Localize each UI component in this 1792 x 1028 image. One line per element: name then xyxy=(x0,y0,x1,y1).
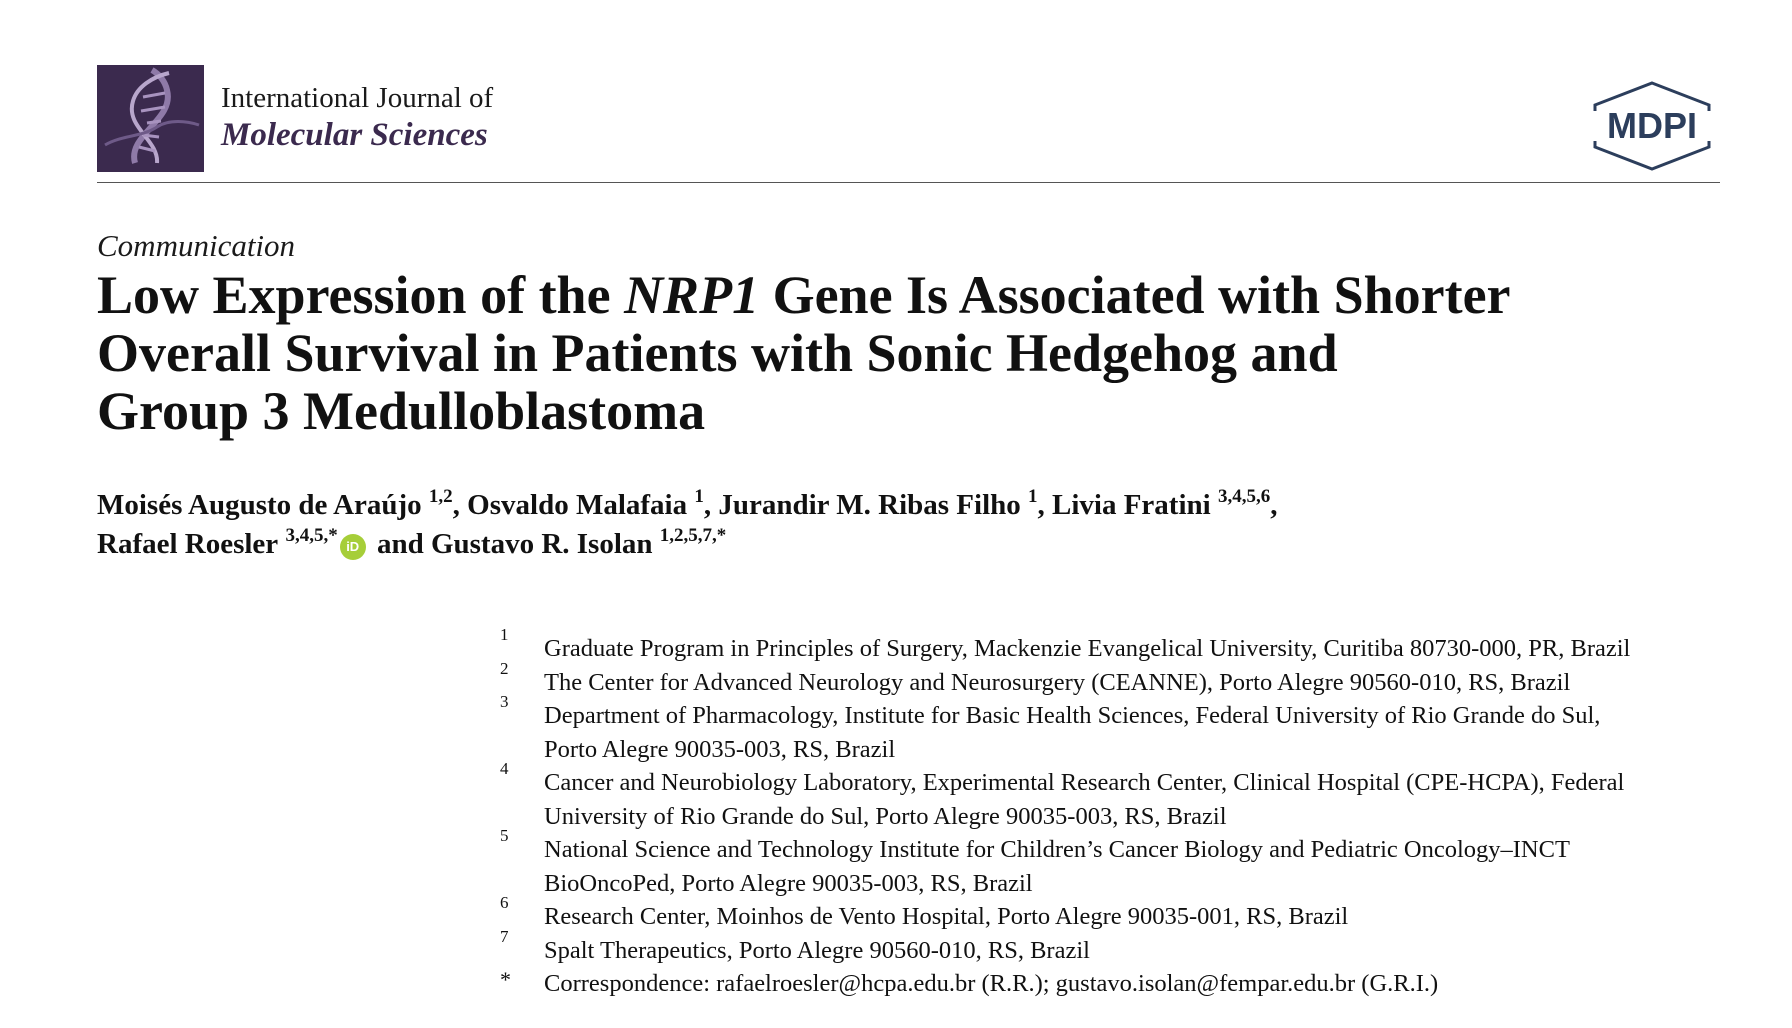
affiliation-item xyxy=(500,826,1740,900)
author-affiliation-marks: 3,4,5,* xyxy=(285,525,338,546)
author-line: Moisés Augusto de Araújo $^{1,2}$, Osvaldo Malafaia $^1$, Jurandir M. Ribas Filho $^1$, Livia Fratini $^{3,4,5,6}$, xyxy=(97,486,1278,521)
correspondence-mark: * xyxy=(500,967,511,992)
author-name[interactable]: Jurandir M. Ribas Filho xyxy=(718,489,1021,521)
gene-name: NRP1 xyxy=(624,265,760,325)
mdpi-logo-graphic xyxy=(1587,81,1717,171)
affiliation-item xyxy=(500,658,1740,700)
affiliation-list xyxy=(500,625,1740,1001)
article-title xyxy=(97,266,1737,440)
affiliation-text: Department of Pharmacology, Institute for Basic Health Sciences, Federal University of Rio Grande do Sul, xyxy=(544,702,1601,729)
title-line: Overall Survival in Patients with Sonic Hedgehog and xyxy=(97,323,1338,383)
affiliation-text: University of Rio Grande do Sul, Porto Alegre 90035-003, RS, Brazil xyxy=(544,802,1227,830)
affiliation-item xyxy=(500,893,1740,934)
affiliation-item xyxy=(500,625,1740,666)
author-affiliation-marks: 1 xyxy=(1028,486,1038,507)
title-line: Group 3 Medulloblastoma xyxy=(97,381,706,441)
correspondence xyxy=(500,967,1740,1001)
correspondence-text[interactable]: Correspondence: rafaelroesler@hcpa.edu.br (R.R.); gustavo.isolan@fempar.edu.br (G.R.I.) xyxy=(544,970,1439,997)
dna-helix-icon xyxy=(97,65,204,172)
header-divider xyxy=(97,182,1720,183)
affiliation-text: Graduate Program in Principles of Surgery, Mackenzie Evangelical University, Curitiba 80730-000, PR, Brazil xyxy=(544,635,1631,662)
journal-name xyxy=(221,81,493,155)
mdpi-hexagon-logo xyxy=(1587,81,1717,171)
affiliation-number: 2 xyxy=(500,658,509,678)
journal-name-line1: International Journal of xyxy=(221,82,494,114)
affiliation-text: Cancer and Neurobiology Laboratory, Experimental Research Center, Clinical Hospital (CPE-HCPA), Federal xyxy=(544,769,1625,796)
affiliation-text: Research Center, Moinhos de Vento Hospital, Porto Alegre 90035-001, RS, Brazil xyxy=(544,903,1349,930)
title-line: Low Expression of the NRP1 Gene Is Associated with Shorter xyxy=(97,265,1511,325)
journal-header xyxy=(97,63,1717,183)
author-name[interactable]: Rafael Roesler xyxy=(97,528,279,560)
orcid-icon[interactable]: iD xyxy=(340,534,366,560)
article-type: Communication xyxy=(97,228,296,263)
affiliation-number: 5 xyxy=(500,826,509,845)
affiliation-text: Spalt Therapeutics, Porto Alegre 90560-010, RS, Brazil xyxy=(544,936,1090,964)
author-list xyxy=(97,486,1737,564)
affiliation-number: 1 xyxy=(500,625,509,644)
affiliation-text: The Center for Advanced Neurology and Neurosurgery (CEANNE), Porto Alegre 90560-010, RS, Brazil xyxy=(544,668,1571,696)
author-name[interactable]: Osvaldo Malafaia xyxy=(467,489,688,521)
affiliation-item xyxy=(500,692,1740,766)
author-name[interactable]: Gustavo R. Isolan xyxy=(430,528,653,560)
affiliation-number: 7 xyxy=(500,926,509,946)
author-affiliation-marks: 1 xyxy=(694,486,704,507)
author-affiliation-marks: 1,2,5,7,* xyxy=(659,525,727,546)
affiliation-text: National Science and Technology Institute for Children’s Cancer Biology and Pediatric Oncology–INCT xyxy=(544,836,1570,863)
affiliation-text: BioOncoPed, Porto Alegre 90035-003, RS, Brazil xyxy=(544,869,1033,897)
author-line: Rafael Roesler $^{3,4,5,*}$iD and Gustavo R. Isolan $^{1,2,5,7,*}$ xyxy=(97,525,727,560)
author-name[interactable]: Moisés Augusto de Araújo xyxy=(97,489,422,521)
author-affiliation-marks: 1,2 xyxy=(428,486,453,507)
author-name[interactable]: Livia Fratini xyxy=(1052,489,1211,521)
affiliation-text: Porto Alegre 90035-003, RS, Brazil xyxy=(544,735,896,763)
author-affiliation-marks: 3,4,5,6 xyxy=(1217,486,1271,507)
affiliation-item xyxy=(500,759,1740,833)
affiliation-number: 3 xyxy=(500,692,509,711)
dna-helix-graphic xyxy=(97,65,204,172)
journal-name-line2: Molecular Sciences xyxy=(221,117,488,153)
affiliation-number: 6 xyxy=(500,893,509,912)
affiliation-number: 4 xyxy=(500,759,509,778)
publisher-name: MDPI xyxy=(1607,105,1697,146)
affiliation-item xyxy=(500,926,1740,968)
